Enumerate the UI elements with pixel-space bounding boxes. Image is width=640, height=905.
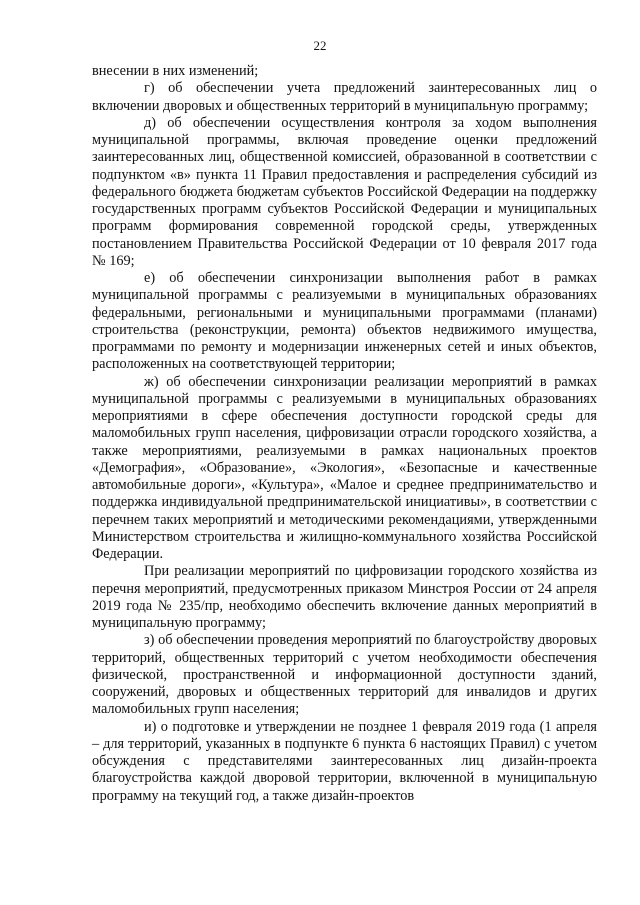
paragraph-item-g: г) об обеспечении учета предложений заинтересованных лиц о включении дворовых и общественных территорий в муниципальную программу; — [92, 80, 597, 114]
paragraph-continuation: внесении в них изменений; — [92, 63, 259, 79]
paragraph-item-zh: ж) об обеспечении синхронизации реализации мероприятий в рамках муниципальной программы с реализуемыми в муниципальных образованиях мероприятиями в сфере обеспечения доступности городской среды для маломобильных групп населения, цифровизации отрасли городского хозяйства, а также мероприятиями, реализуемыми в рамках национальных проектов «Демография», «Образование», «Экология», «Безопасные и качественные автомобильные дороги», «Культура», «Малое и среднее предпринимательство и поддержка индивидуальной предпринимательской инициативы», в соответствии с перечнем таких мероприятий и методическими рекомендациями, утвержденными Министерством строительства и жилищно-коммунального хозяйства Российской Федерации. — [92, 373, 597, 562]
paragraph-item-i: и) о подготовке и утверждении не позднее 1 февраля 2019 года (1 апреля – для территорий, указанных в подпункте 6 пункта 6 настоящих Правил) с учетом обсуждения с представителями заинтересованных лиц дизайн-проекта благоустройства каждой дворовой территории, включенной в муниципальную программу на текущий год, а также дизайн-проектов — [92, 718, 597, 804]
paragraph-item-d: д) об обеспечении осуществления контроля за ходом выполнения муниципальной программы, включая проведение оценки предложений заинтересованных лиц, общественной комиссией, образованной в соответствии с подпунктом «в» пункта 11 Правил предоставления и распределения субсидий из федерального бюджета бюджетам субъектов Российской Федерации на поддержку государственных программ субъектов Российской Федерации и муниципальных программ формирования современной городской среды, утвержденных постановлением Правительства Российской Федерации от 10 февраля 2017 года № 169; — [92, 114, 597, 269]
paragraph-item-z: з) об обеспечении проведения мероприятий по благоустройству дворовых территорий, общественных территорий с учетом необходимости обеспечения физической, пространственной и информационной доступности зданий, сооружений, дворовых и общественных территорий для инвалидов и других маломобильных групп населения; — [92, 632, 597, 718]
paragraph-item-e: е) об обеспечении синхронизации выполнения работ в рамках муниципальной программы с реализуемыми в муниципальных образованиях федеральными, региональными и муниципальными программами (планами) строительства (реконструкции, ремонта) объектов недвижимого имущества, программами по ремонту и модернизации инженерных сетей и иных объектов, расположенных на соответствующей территории; — [92, 270, 597, 373]
body-text — [92, 63, 597, 805]
paragraph-digitalization: При реализации мероприятий по цифровизации городского хозяйства из перечня мероприятий, предусмотренных приказом Минстроя России от 24 апреля 2019 года № 235/пр, необходимо обеспечить включение данных мероприятий в муниципальную программу; — [92, 563, 597, 631]
page-number: 22 — [313, 38, 327, 53]
